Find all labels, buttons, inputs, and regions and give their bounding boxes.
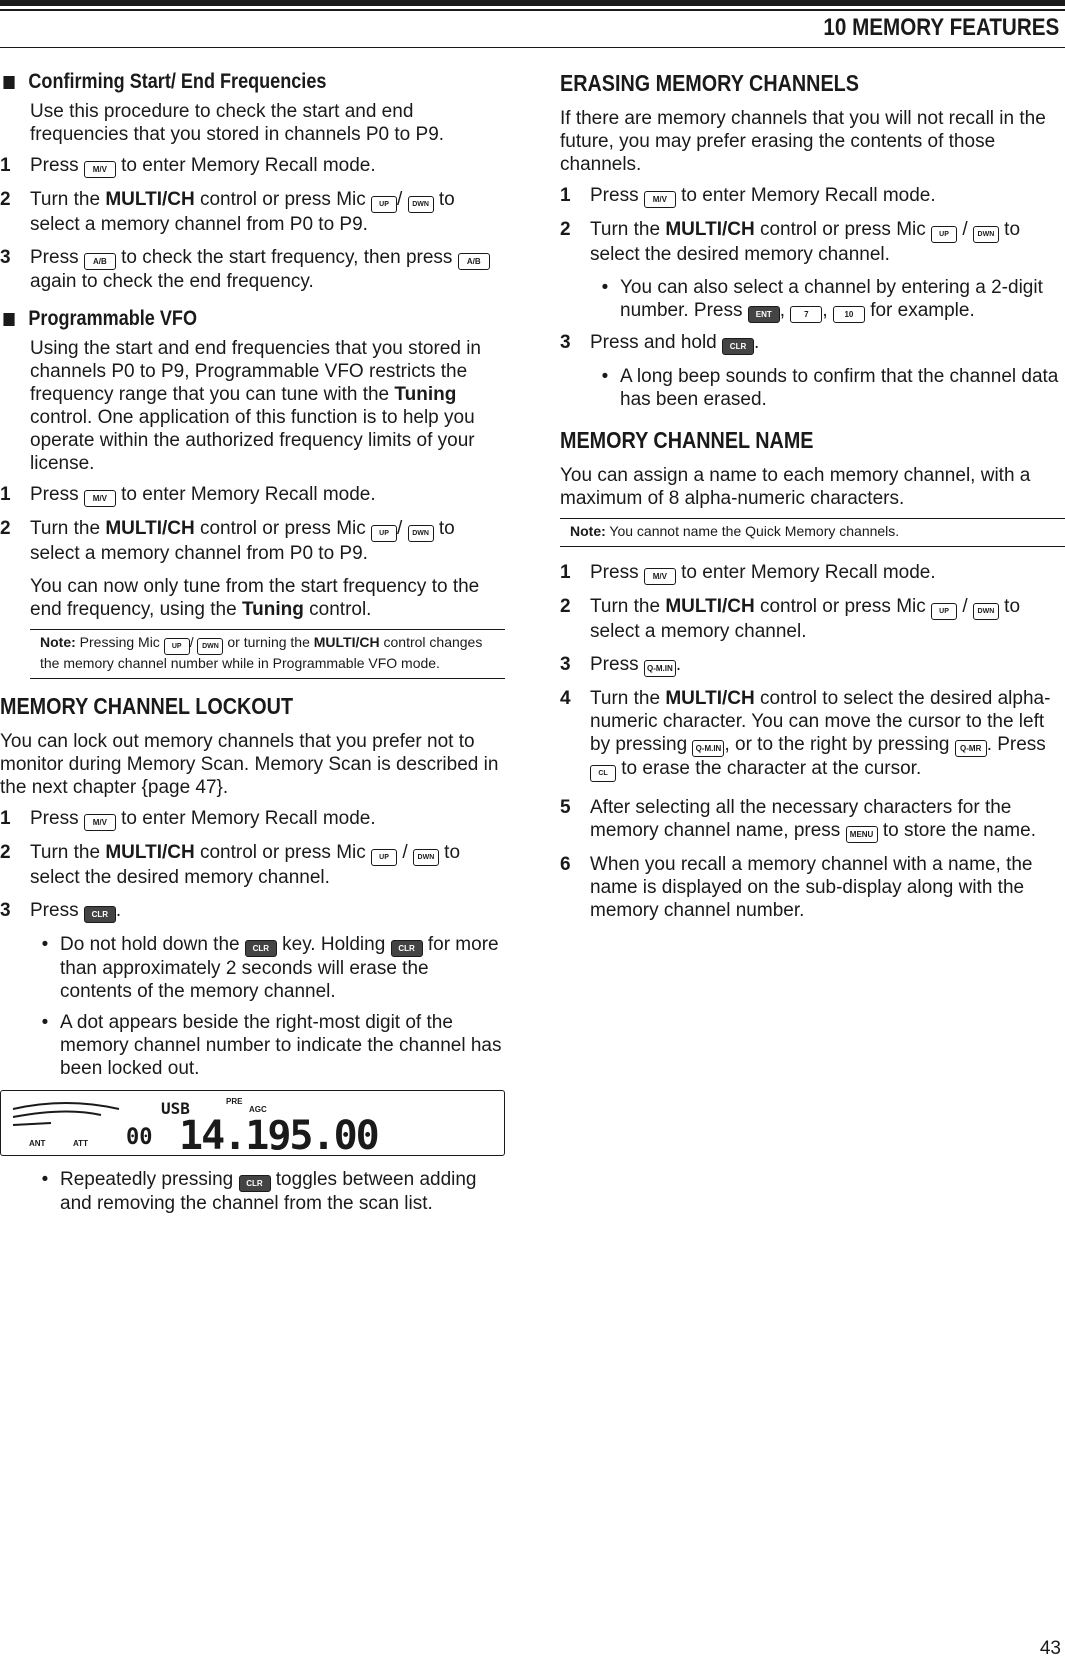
list-item: 2 Turn the MULTI/CH control or press Mic UP / DWN to select a memory channel from P0 to P9.: [0, 189, 455, 235]
dwn-key-icon: DWN: [197, 638, 223, 655]
vfo-after: You can now only tune from the start frequency to the end frequency, using the Tuning control.: [30, 576, 480, 620]
mv-key-icon: M/V: [84, 161, 116, 178]
list-item: • Repeatedly pressing CLR toggles between adding and removing the channel from the scan list.: [41, 1169, 477, 1214]
page-number: 43: [1039, 1638, 1061, 1659]
vfo-steps: [0, 483, 505, 565]
mv-key-icon: M/V: [84, 490, 116, 507]
up-key-icon: UP: [371, 196, 397, 213]
clr-key-icon: CLR: [722, 338, 754, 355]
dwn-key-icon: DWN: [973, 226, 999, 243]
section-erase-title: ERASING MEMORY CHANNELS: [560, 70, 859, 96]
qmin-key-icon: Q-M.IN: [692, 740, 724, 757]
lcd-pre: PRE: [226, 1097, 243, 1106]
list-item: 1 Press M/V to enter Memory Recall mode.: [0, 808, 376, 829]
dwn-key-icon: DWN: [413, 849, 439, 866]
top-rule-thin: [0, 9, 1065, 11]
lcd-ant: ANT: [29, 1139, 46, 1148]
name-steps: [560, 561, 1065, 922]
square-bullet-icon: [3, 313, 14, 326]
menu-key-icon: MENU: [846, 826, 878, 843]
list-item: • Do not hold down the CLR key. Holding CLR for more than approximately 2 seconds will erase the contents of the memory channel.: [41, 934, 499, 1002]
up-key-icon: UP: [164, 638, 190, 655]
ent-key-icon: ENT: [748, 306, 780, 323]
list-item: • A dot appears beside the right-most digit of the memory channel number to indicate the channel has been locked out.: [41, 1012, 502, 1079]
list-item: 3 Press CLR .: [0, 900, 122, 921]
section-vfo-title: Programmable VFO: [0, 307, 434, 331]
mv-key-icon: M/V: [644, 568, 676, 585]
lcd-display-image: [0, 1090, 505, 1156]
list-item: 2 Turn the MULTI/CH control or press Mic UP / DWN to select a memory channel from P0 to P9.: [0, 518, 455, 564]
confirm-steps: [0, 154, 505, 293]
section-name-title: MEMORY CHANNEL NAME: [560, 427, 814, 453]
erase-intro: If there are memory channels that you will not recall in the future, you may prefer erasing the contents of those channels.: [560, 108, 1046, 175]
ab-key-icon: A/B: [458, 253, 490, 270]
clr-key-icon: CLR: [391, 940, 423, 957]
list-item: 4 Turn the MULTI/CH control to select the desired alpha-numeric character. You can move the cursor to the left by pressing Q-M.IN , or to the right by pressing Q-MR . Press CL to erase the character at the cursor.: [560, 687, 1065, 782]
lockout-steps: [0, 807, 505, 923]
lockout-intro: You can lock out memory channels that you prefer not to monitor during Memory Scan. Memory Scan is described in the next chapter {page 47}.: [0, 731, 499, 798]
section-lockout-title: MEMORY CHANNEL LOCKOUT: [0, 693, 294, 719]
list-item: • You can also select a channel by entering a 2-digit number. Press ENT , 7 , 10 for example.: [601, 277, 1043, 321]
name-intro: You can assign a name to each memory channel, with a maximum of 8 alpha-numeric characters.: [560, 465, 1031, 509]
clr-key-icon: CLR: [84, 906, 116, 923]
list-item: 6 When you recall a memory channel with a name, the name is displayed on the sub-display along with the memory channel number.: [560, 854, 1033, 921]
up-key-icon: UP: [371, 525, 397, 542]
up-key-icon: UP: [931, 226, 957, 243]
list-item: • A long beep sounds to confirm that the channel data has been erased.: [601, 366, 1059, 410]
square-bullet-icon: [3, 76, 14, 89]
ten-key-icon: 10: [833, 306, 865, 323]
top-rule: [0, 0, 1065, 6]
qmin-key-icon: Q-M.IN: [644, 660, 676, 677]
name-note: Note: You cannot name the Quick Memory channels.: [560, 518, 1065, 547]
dwn-key-icon: DWN: [408, 525, 434, 542]
list-item: 1 Press M/V to enter Memory Recall mode.: [0, 484, 376, 505]
list-item: 2 Turn the MULTI/CH control or press Mic UP / DWN to select the desired memory channel.: [560, 219, 1021, 265]
left-column: [0, 70, 505, 1223]
lcd-mode: USB: [161, 1099, 190, 1118]
list-item: 3 Press and hold CLR .: [560, 332, 760, 353]
lcd-agc: AGC: [249, 1105, 267, 1114]
clr-key-icon: CLR: [239, 1175, 271, 1192]
mv-key-icon: M/V: [644, 191, 676, 208]
mv-key-icon: M/V: [84, 814, 116, 831]
list-item: 1 Press M/V to enter Memory Recall mode.: [0, 155, 376, 176]
lcd-channel: 00: [126, 1125, 153, 1150]
qmr-key-icon: Q-MR: [955, 740, 987, 757]
list-item: 5 After selecting all the necessary characters for the memory channel name, press MENU to store the name.: [560, 797, 1036, 841]
section-confirm-title: Confirming Start/ End Frequencies: [0, 70, 434, 94]
list-item: 3 Press Q-M.IN .: [560, 654, 682, 675]
dwn-key-icon: DWN: [408, 196, 434, 213]
confirm-intro: Use this procedure to check the start and end frequencies that you stored in channels P0 to P9.: [30, 101, 445, 145]
ab-key-icon: A/B: [84, 253, 116, 270]
vfo-intro: Using the start and end frequencies that you stored in channels P0 to P9, Programmable VFO restricts the frequency range that you can tune with the Tuning control. One application of this function is to help you operate within the authorized frequency limits of your license.: [30, 338, 481, 474]
cl-key-icon: CL: [590, 765, 616, 782]
dwn-key-icon: DWN: [973, 603, 999, 620]
list-item: 3 Press A/B to check the start frequency, then press A/B again to check the end frequency.: [0, 246, 505, 293]
list-item: 2 Turn the MULTI/CH control or press Mic UP / DWN to select the desired memory channel.: [0, 842, 461, 888]
up-key-icon: UP: [931, 603, 957, 620]
erase-steps: [560, 184, 1065, 266]
lcd-att: ATT: [73, 1139, 88, 1148]
vfo-note: Note: Pressing Mic UP / DWN or turning the MULTI/CH control changes the memory channel number while in Programmable VFO mode.: [30, 629, 505, 679]
header-rule: [0, 47, 1065, 48]
list-item: 2 Turn the MULTI/CH control or press Mic UP / DWN to select a memory channel.: [560, 596, 1021, 642]
list-item: 1 Press M/V to enter Memory Recall mode.: [560, 185, 936, 206]
lcd-frequency: 14.195.00: [179, 1113, 378, 1156]
clr-key-icon: CLR: [245, 940, 277, 957]
seven-key-icon: 7: [790, 306, 822, 323]
chapter-header: 10 MEMORY FEATURES: [823, 14, 1059, 41]
up-key-icon: UP: [371, 849, 397, 866]
s-meter-icon: [11, 1099, 121, 1129]
right-column: [560, 70, 1065, 932]
list-item: 1 Press M/V to enter Memory Recall mode.: [560, 562, 936, 583]
